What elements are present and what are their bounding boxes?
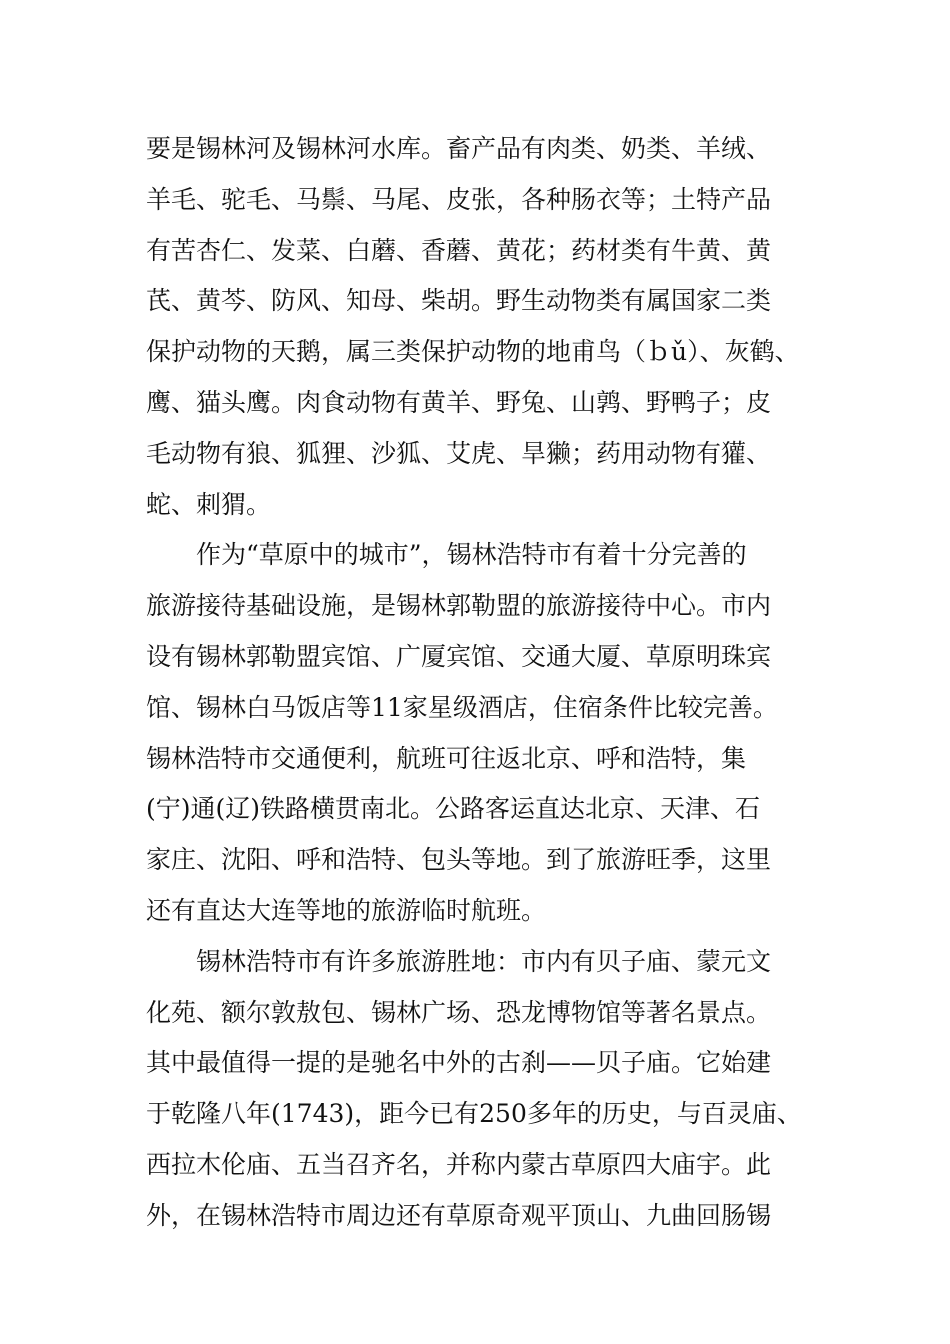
text-line: 其中最值得一提的是驰名中外的古刹——贝子庙。它始建	[146, 1048, 772, 1078]
text-line: 锡林浩特市交通便利，航班可往返北京、呼和浩特，集	[146, 743, 747, 773]
text-line: 馆、锡林白马饭店等11家星级酒店，住宿条件比较完善。	[146, 692, 778, 722]
body-text	[146, 124, 816, 1242]
text-line: (宁)通(辽)铁路横贯南北。公路客运直达北京、天津、石	[146, 794, 761, 824]
text-line: 设有锡林郭勒盟宾馆、广厦宾馆、交通大厦、草原明珠宾	[146, 641, 772, 671]
text-line: 家庄、沈阳、呼和浩特、包头等地。到了旅游旺季，这里	[146, 845, 772, 875]
text-line: 还有直达大连等地的旅游临时航班。	[146, 895, 547, 925]
paragraph-start-line: 锡林浩特市有许多旅游胜地：市内有贝子庙、蒙元文	[146, 946, 772, 976]
text-line: 于乾隆八年(1743)，距今已有250多年的历史，与百灵庙、	[146, 1099, 802, 1129]
paragraph-start-line: 作为“草原中的城市”，锡林浩特市有着十分完善的	[146, 540, 747, 570]
text-line: 有苦杏仁、发菜、白蘑、香蘑、黄花；药材类有牛黄、黄	[146, 235, 772, 265]
text-line: 蛇、刺猬。	[146, 489, 272, 519]
text-line: 鹰、猫头鹰。肉食动物有黄羊、野兔、山鹑、野鸭子；皮	[146, 387, 772, 417]
text-line: 西拉木伦庙、五当召齐名，并称内蒙古草原四大庙宇。此	[146, 1149, 772, 1179]
text-line: 外，在锡林浩特市周边还有草原奇观平顶山、九曲回肠锡	[146, 1200, 772, 1230]
text-line: 毛动物有狼、狐狸、沙狐、艾虎、旱獭；药用动物有獾、	[146, 438, 772, 468]
text-line: 羊毛、驼毛、马鬃、马尾、皮张，各种肠衣等；土特产品	[146, 184, 772, 214]
text-line: 旅游接待基础设施，是锡林郭勒盟的旅游接待中心。市内	[146, 591, 772, 621]
text-line: 芪、黄芩、防风、知母、柴胡。野生动物类有属国家二类	[146, 286, 772, 316]
text-line: 保护动物的天鹅，属三类保护动物的地甫鸟（ｂǔ）、灰鹤、	[146, 337, 800, 367]
text-line: 化苑、额尔敦敖包、锡林广场、恐龙博物馆等著名景点。	[146, 997, 772, 1027]
text-line: 要是锡林河及锡林河水库。畜产品有肉类、奶类、羊绒、	[146, 134, 772, 163]
